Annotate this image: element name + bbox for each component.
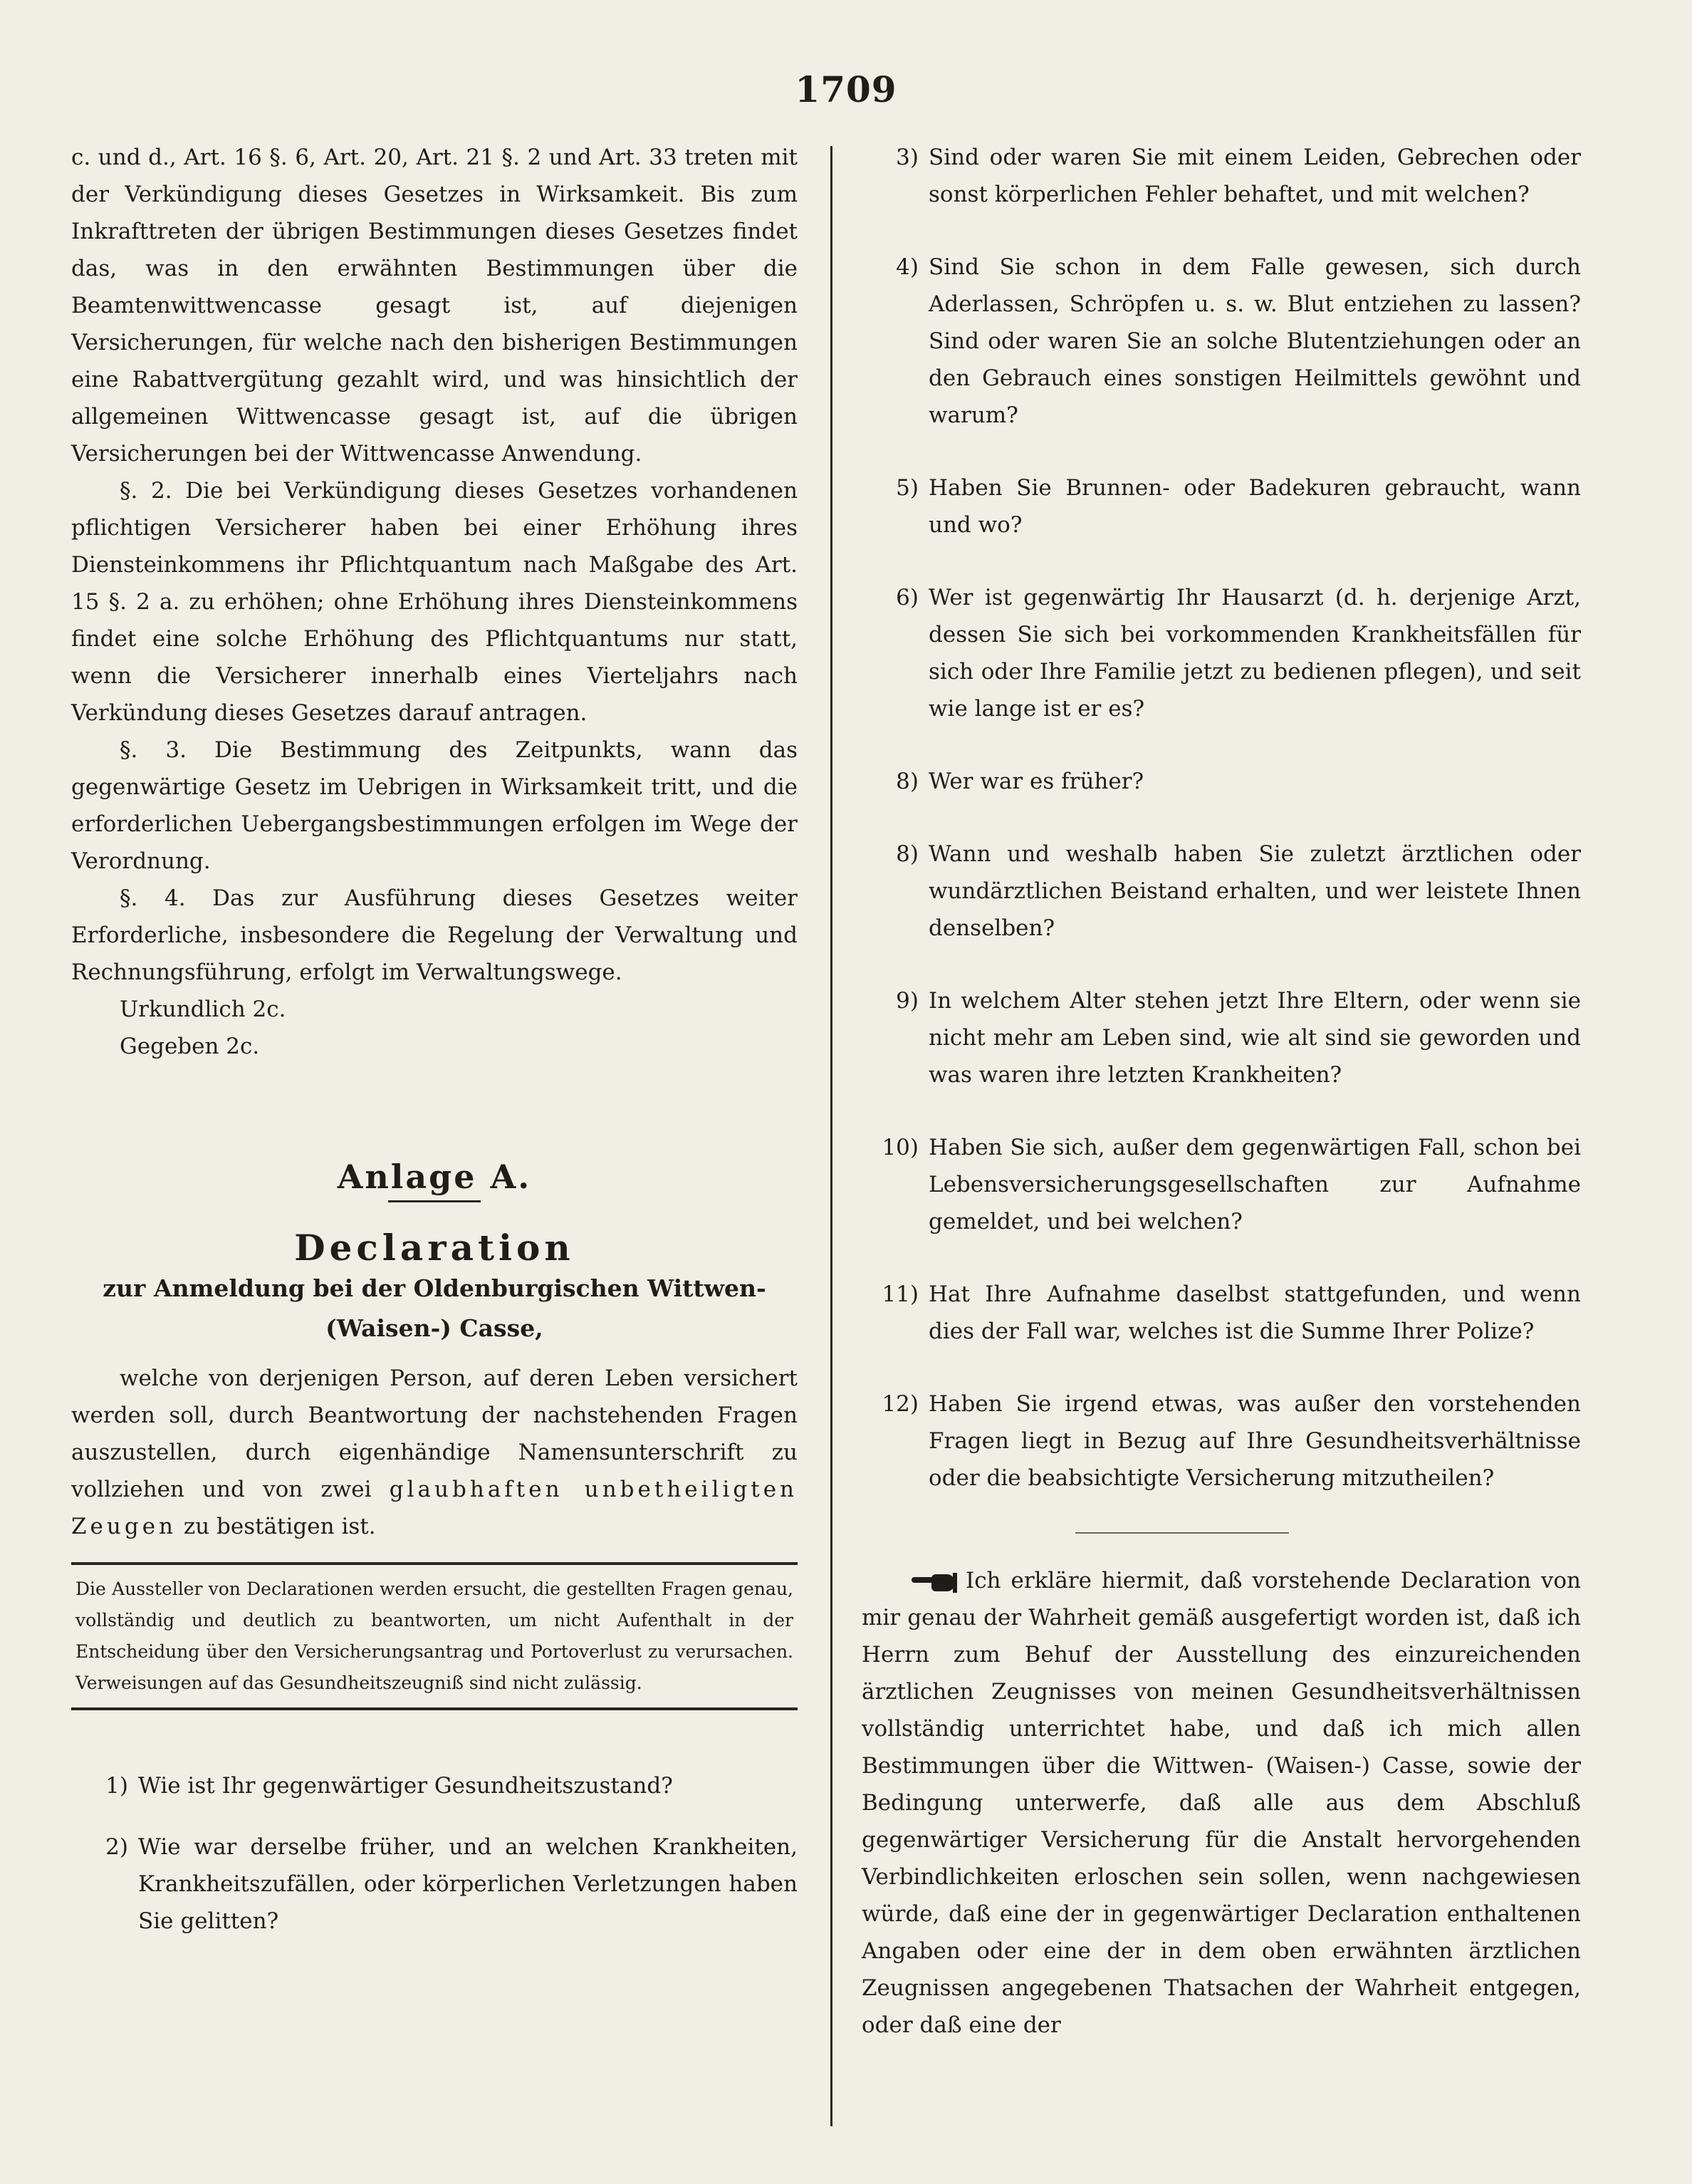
question-number: 8) xyxy=(896,841,919,867)
question-number: 1) xyxy=(105,1773,128,1799)
question-number: 8) xyxy=(896,769,919,794)
question-number: 3) xyxy=(896,145,919,170)
declaration-title: Declaration xyxy=(294,1227,575,1269)
question-text: Sind oder waren Sie mit einem Leiden, Gebrechen oder sonst körperlichen Fehler behaftet, und mit welchen? xyxy=(929,145,1581,207)
column-divider xyxy=(830,146,832,2126)
question-item xyxy=(862,982,1581,1093)
question-item xyxy=(862,1385,1581,1497)
annex-rule xyxy=(388,1200,481,1202)
question-item xyxy=(862,1276,1581,1350)
closing-urkundlich: Urkundlich 2c. xyxy=(120,997,286,1022)
declaration-intro xyxy=(71,1360,798,1545)
declaration-rule xyxy=(1075,1532,1289,1534)
question-text: Haben Sie Brunnen- oder Badekuren gebraucht, wann und wo? xyxy=(929,475,1581,538)
question-text: Wie war derselbe früher, und an welchen Krankheiten, Krankheitszufällen, oder körperlichen Verletzungen haben Sie gelitten? xyxy=(138,1834,798,1934)
paragraph-section-3: §. 3. Die Bestimmung des Zeitpunkts, wann das gegenwärtige Gesetz im Uebrigen in Wirksamkeit tritt, und die erforderlichen Uebergangsbestimmungen erfolgen im Wege der Verordnung. xyxy=(71,737,798,874)
question-item xyxy=(862,469,1581,544)
question-number: 9) xyxy=(896,988,919,1014)
question-text: Wer war es früher? xyxy=(929,769,1144,794)
question-text: Wie ist Ihr gegenwärtiger Gesundheitszustand? xyxy=(138,1773,673,1799)
pointing-hand-icon xyxy=(912,1571,956,1593)
question-item xyxy=(862,249,1581,434)
declaration-subtitle-line1: zur Anmeldung bei der Oldenburgischen Wittwen- xyxy=(103,1274,766,1302)
question-number: 11) xyxy=(882,1281,919,1307)
question-number: 4) xyxy=(896,254,919,280)
question-item xyxy=(71,1767,798,1804)
question-number: 6) xyxy=(896,585,919,610)
right-column xyxy=(862,139,1581,2066)
question-text: Hat Ihre Aufnahme daselbst stattgefunden, und wenn dies der Fall war, welches ist die Summe Ihrer Polize? xyxy=(929,1281,1581,1344)
declaration-intro-witnesses: glaubhaften unbetheiligten Zeugen xyxy=(71,1477,798,1539)
question-number: 5) xyxy=(896,475,919,501)
notice-box xyxy=(71,1562,798,1710)
declaration-statement xyxy=(862,1562,1581,2044)
question-text: Haben Sie irgend etwas, was außer den vorstehenden Fragen liegt in Bezug auf Ihre Gesundheitsverhältnisse oder die beabsichtigte Versicherung mitzutheilen? xyxy=(929,1391,1581,1491)
question-text: Wer ist gegenwärtig Ihr Hausarzt (d. h. derjenige Arzt, dessen Sie sich bei vorkommenden Krankheitsfällen für sich oder Ihre Familie jetzt zu bedienen pflegen), und seit wie lange ist er es? xyxy=(929,585,1581,722)
question-item xyxy=(862,836,1581,947)
page-number: 1709 xyxy=(795,68,897,110)
paragraph-section-4: §. 4. Das zur Ausführung dieses Gesetzes weiter Erforderliche, insbesondere die Regelung der Verwaltung und Rechnungsführung, erfolgt im Verwaltungswege. xyxy=(71,885,798,985)
question-item xyxy=(862,1129,1581,1240)
question-text: Wann und weshalb haben Sie zuletzt ärztlichen oder wundärztlichen Beistand erhalten, und wer leistete Ihnen denselben? xyxy=(929,841,1581,941)
declaration-subtitle-line2: (Waisen-) Casse, xyxy=(325,1314,543,1342)
paragraph-section-2: §. 2. Die bei Verkündigung dieses Gesetzes vorhandenen pflichtigen Versicherer haben bei einer Erhöhung ihres Diensteinkommens ihr Pflichtquantum nach Maßgabe des Art. 15 §. 2 a. zu erhöhen; ohne Erhöhung ihres Diensteinkommens findet eine solche Erhöhung des Pflichtquantums nur statt, wenn die Versicherer innerhalb eines Vierteljahrs nach Verkündung dieses Gesetzes darauf antragen. xyxy=(71,478,798,726)
question-text: Haben Sie sich, außer dem gegenwärtigen Fall, schon bei Lebensversicherungsgesellschaften zur Aufnahme gemeldet, und bei welchen? xyxy=(929,1135,1581,1234)
notice-text: Die Aussteller von Declarationen werden ersucht, die gestellten Fragen genau, vollständig und deutlich zu beantworten, um nicht Aufenthalt in der Entscheidung über den Versicherungsantrag und Portoverlust zu verursachen. Verweisungen auf das Gesundheitszeugniß sind nicht zulässig. xyxy=(75,1579,793,1693)
declaration-text: Ich erkläre hiermit, daß vorstehende Declaration von mir genau der Wahrheit gemäß ausgefertigt worden ist, daß ich Herrn zum Behuf der Ausstellung des einzureichenden ärztlichen Zeugnisses von meinen Gesundheitsverhältnissen vollständig unterrichtet habe, und daß ich mich allen Bestimmungen über die Wittwen- (Waisen-) Casse, sowie der Bedingung unterwerfe, daß alle aus dem Abschluß gegenwärtiger Versicherung für die Anstalt hervorgehenden Verbindlichkeiten erloschen sein sollen, wenn nachgewiesen würde, daß eine der in gegenwärtiger Declaration enthaltenen Angaben oder eine der in dem oben erwähnten ärztlichen Zeugnissen angegebenen Thatsachen der Wahrheit entgegen, oder daß eine der xyxy=(862,1568,1581,2038)
annex-title: Anlage A. xyxy=(337,1158,532,1196)
question-item xyxy=(862,139,1581,213)
question-item xyxy=(71,1829,798,1940)
question-text: Sind Sie schon in dem Falle gewesen, sich durch Aderlassen, Schröpfen u. s. w. Blut entziehen zu lassen? Sind oder waren Sie an solche Blutentziehungen oder an den Gebrauch eines sonstigen Heilmittels gewöhnt und warum? xyxy=(929,254,1581,428)
question-number: 10) xyxy=(882,1135,919,1160)
question-item xyxy=(862,763,1581,800)
declaration-intro-part1: welche von derjenigen Person, auf deren Leben versichert werden soll, durch Beantwortung der nachstehenden Fragen auszustellen, durch eigenhändige Namensunterschrift zu vollziehen und von zwei xyxy=(71,1366,798,1502)
left-column xyxy=(71,139,798,1964)
paragraph-art-list: c. und d., Art. 16 §. 6, Art. 20, Art. 21 §. 2 und Art. 33 treten mit der Verkündigung dieses Gesetzes in Wirksamkeit. Bis zum Inkrafttreten der übrigen Bestimmungen dieses Gesetzes findet das, was in den erwähnten Bestimmungen über die Beamtenwittwencasse gesagt ist, auf diejenigen Versicherungen, für welche nach den bisherigen Bestimmungen eine Rabattvergütung gezahlt wird, und was hinsichtlich der allgemeinen Wittwencasse gesagt ist, auf die übrigen Versicherungen bei der Wittwencasse Anwendung. xyxy=(71,145,798,467)
question-text: In welchem Alter stehen jetzt Ihre Eltern, oder wenn sie nicht mehr am Leben sind, wie alt sind sie geworden und was waren ihre letzten Krankheiten? xyxy=(929,988,1581,1088)
question-item xyxy=(862,579,1581,727)
question-number: 12) xyxy=(882,1391,919,1417)
question-number: 2) xyxy=(105,1834,128,1860)
closing-gegeben: Gegeben 2c. xyxy=(120,1034,260,1059)
declaration-intro-part2: zu bestätigen ist. xyxy=(177,1514,376,1539)
